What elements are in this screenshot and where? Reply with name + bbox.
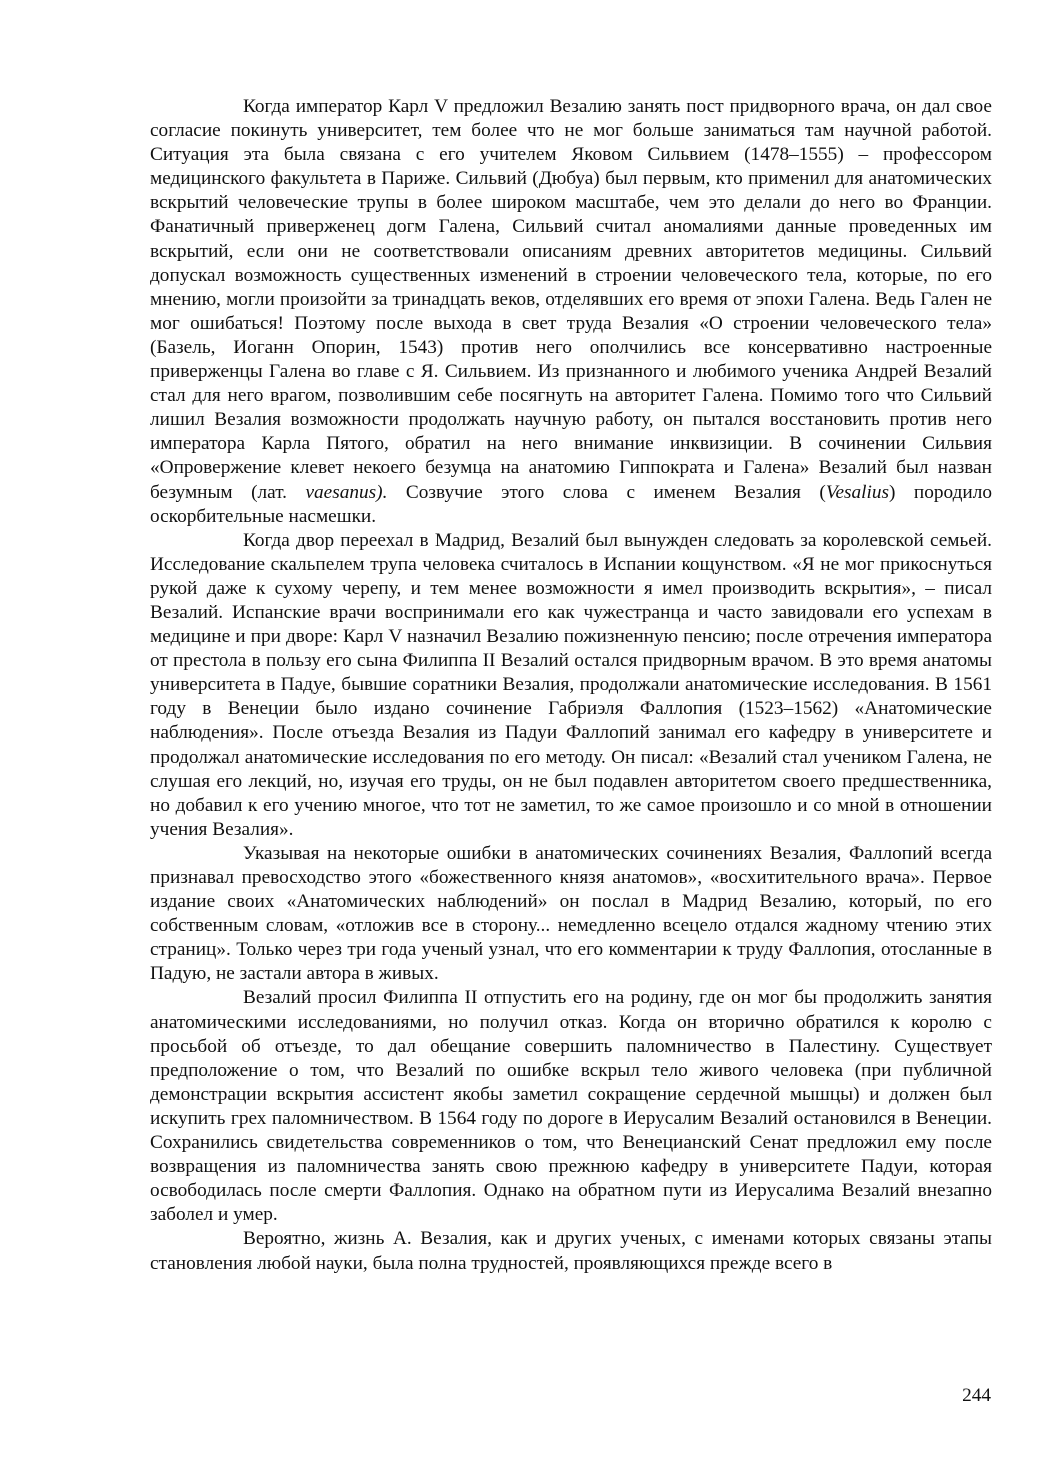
paragraph: Вероятно, жизнь А. Везалия, как и других ученых, с именами которых связаны этапы становления любой науки, была полна трудностей, проявляющихся прежде всего в xyxy=(150,1228,992,1274)
paragraph xyxy=(150,95,992,529)
latin-name: Vesalius xyxy=(825,481,890,503)
paragraph-text: ) породило оскорбительные насмешки. xyxy=(150,481,992,527)
page-number: 244 xyxy=(962,1385,991,1406)
paragraph-text: Созвучие этого слова с именем Везалия ( xyxy=(387,481,826,503)
latin-term: vaesanus). xyxy=(305,481,388,503)
paragraph: Везалий просил Филиппа II отпустить его на родину, где он мог бы продолжить занятия анатомическими исследованиями, но получил отказ. Когда он вторично обратился к королю с просьбой об отъезде, то дал обещание совершить паломничество в Палестину. Существует предположение о том, что Везалий по ошибке вскрыл тело живого человека (при публичной демонстрации вскрытия ассистент якобы заметил сокращение сердечной мышцы) и должен был искупить грех паломничеством. В 1564 году по дороге в Иерусалим Везалий остановился в Венеции. Сохранились свидетельства современников о том, что Венецианский Сенат предложил ему после возвращения из паломничества занять свою прежнюю кафедру в университете Падуи, которая освободилась после смерти Фаллопия. Однако на обратном пути из Иерусалима Везалий внезапно заболел и умер. xyxy=(150,987,992,1226)
paragraph: Указывая на некоторые ошибки в анатомических сочинениях Везалия, Фаллопий всегда признавал превосходство этого «божественного князя анатомов», «восхитительного врача». Первое издание своих «Анатомических наблюдений» он послал в Мадрид Везалию, который, по его собственным словам, «отложив все в сторону... немедленно всецело отдался жадному чтению этих страниц». Только через три года ученый узнал, что его комментарии к труду Фаллопия, отосланные в Падую, не застали автора в живых. xyxy=(150,842,992,985)
body-text xyxy=(150,95,992,1276)
paragraph: Когда двор переехал в Мадрид, Везалий был вынужден следовать за королевской семьей. Исследование скальпелем трупа человека считалось в Испании кощунством. «Я не мог прикоснуться рукой даже к сухому черепу, и тем менее возможности я имел производить вскрытия», – писал Везалий. Испанские врачи воспринимали его как чужестранца и часто завидовали его успехам в медицине и при дворе: Карл V назначил Везалию пожизненную пенсию; после отречения императора от престола в пользу его сына Филиппа II Везалий остался придворным врачом. В это время анатомы университета в Падуе, бывшие соратники Везалия, продолжали анатомические исследования. В 1561 году в Венеции было издано сочинение Габриэля Фаллопия (1523–1562) «Анатомические наблюдения». После отъезда Везалия из Падуи Фаллопий занимал его кафедру в университете и продолжал анатомические исследования по его методу. Он писал: «Везалий стал учеником Галена, не слушая его лекций, но, изучая его труды, он не был подавлен авторитетом своего предшественника, но добавил к его учению многое, что тот не заметил, то же самое произошло и со мной в отношении учения Везалия». xyxy=(150,529,992,840)
paragraph-text: Когда император Карл V предложил Везалию занять пост придворного врача, он дал свое согласие покинуть университет, тем более что не мог больше заниматься там научной работой. Ситуация эта была связана с его учителем Яковом Сильвием (1478–1555) – профессором медицинского факультета в Париже. Сильвий (Дюбуа) был первым, кто применил для анатомических вскрытий человеческие трупы в более широком масштабе, чем это делали до него во Франции. Фанатичный приверженец догм Галена, Сильвий считал аномалиями данные проведенных им вскрытий, если они не соответствовали описаниям древних авторитетов медицины. Сильвий допускал возможность существенных изменений в строении человеческого тела, которые, по его мнению, могли произойти за тринадцать веков, отделявших его время от эпохи Галена. Ведь Гален не мог ошибаться! Поэтому после выхода в свет труда Везалия «О строении человеческого тела» (Базель, Иоганн Опорин, 1543) против него ополчились все консервативно настроенные приверженцы Галена во главе с Я. Сильвием. Из признанного и любимого ученика Андрей Везалий стал для него врагом, позволившим себе посягнуть на авторитет Галена. Помимо того что Сильвий лишил Везалия возможности продолжать научную работу, он пытался восстановить против него императора Карла Пятого, обратил на него внимание инквизиции. В сочинении Сильвия «Опровержение клевет некоего безумца на анатомию Гиппократа и Галена» Везалий был назван безумным (лат. xyxy=(150,96,992,503)
